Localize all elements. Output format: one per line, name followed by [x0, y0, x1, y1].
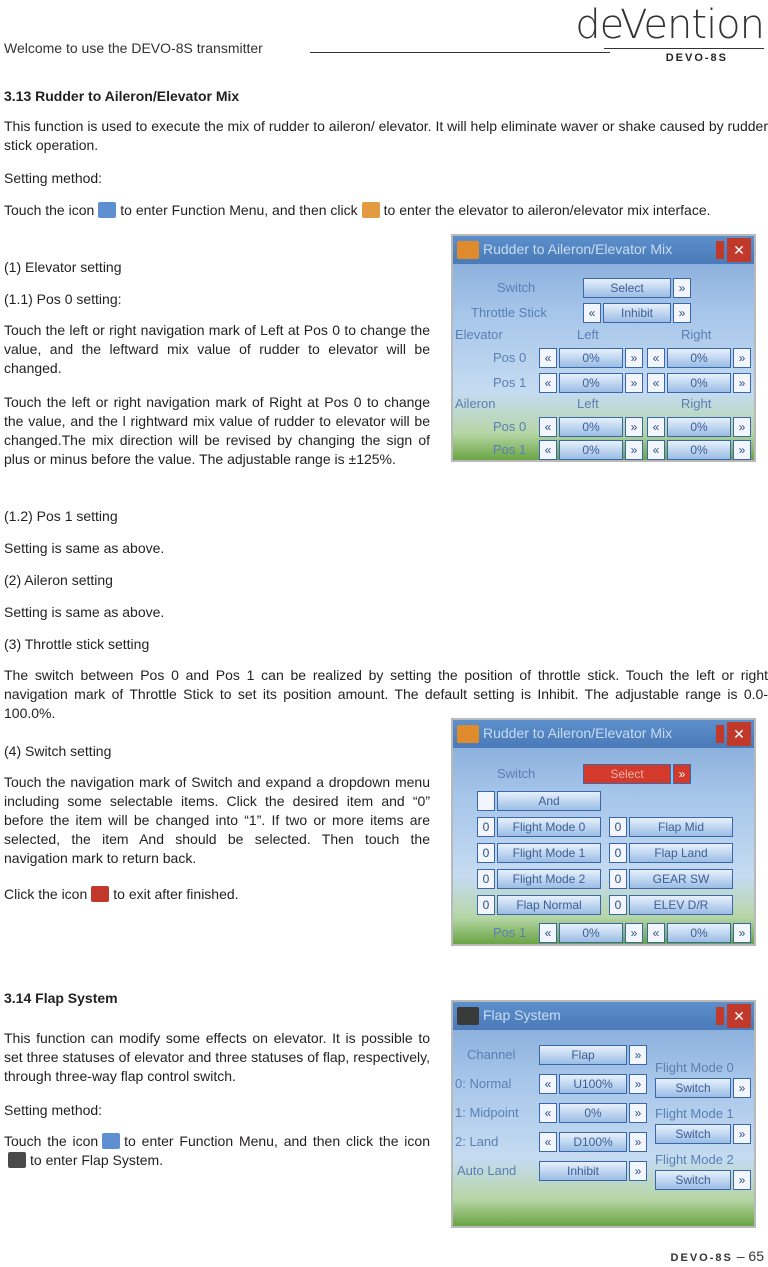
aileron-pos0-label: Pos 0 — [493, 419, 527, 434]
option-flight-mode-0[interactable]: Flight Mode 0 — [497, 817, 601, 837]
page-number: 65 — [748, 1248, 764, 1264]
land-prev-arrow[interactable]: « — [539, 1132, 557, 1152]
exit-text-a: Click the icon — [4, 886, 88, 902]
logo-rule — [604, 48, 764, 49]
and-flag[interactable] — [477, 791, 495, 811]
fm0-switch-arrow[interactable]: » — [733, 1078, 751, 1098]
function-menu-icon — [98, 202, 116, 218]
pos1-right-prev[interactable]: « — [647, 923, 665, 943]
ail-pos0-left-prev[interactable]: « — [539, 417, 557, 437]
pos1-left-value[interactable]: 0% — [559, 373, 623, 393]
throttle-stick-text: The switch between Pos 0 and Pos 1 can be realized by setting the position of throttle stick. Touch the left or right navigation mark of Throttle Stick to set its position amount. The default setting is Inhibit. The adjustable range is 0.0-100.0%. — [4, 667, 768, 721]
pos1-right-prev[interactable]: « — [647, 373, 665, 393]
pos1-setting-heading: (1.2) Pos 1 setting — [4, 508, 118, 524]
pos1-label: Pos 1 — [493, 925, 527, 940]
ail-pos1-right-next[interactable]: » — [733, 440, 751, 460]
normal-value[interactable]: U100% — [559, 1074, 627, 1094]
logo-model: DEVO-8S — [665, 52, 728, 64]
pos1-left-next[interactable]: » — [625, 373, 643, 393]
pos1-right-value[interactable]: 0% — [667, 923, 731, 943]
land-value[interactable]: D100% — [559, 1132, 627, 1152]
same-as-above-2: Setting is same as above. — [4, 604, 165, 620]
land-next-arrow[interactable]: » — [629, 1132, 647, 1152]
devention-logo — [575, 2, 764, 68]
auto-land-label: Auto Land — [457, 1163, 517, 1178]
pos0-setting-heading: (1.1) Pos 0 setting: — [4, 291, 122, 307]
aileron-pos1-label: Pos 1 — [493, 442, 527, 457]
fm2-switch-arrow[interactable]: » — [733, 1170, 751, 1190]
normal-label: 0: Normal — [455, 1076, 512, 1091]
logo-brand: deVention — [575, 2, 764, 48]
flap-touch-instruction — [4, 1132, 430, 1170]
option-flight-mode-1[interactable]: Flight Mode 1 — [497, 843, 601, 863]
option-flag[interactable]: 0 — [609, 869, 627, 889]
option-flap-land[interactable]: Flap Land — [629, 843, 733, 863]
pos1-left-value[interactable]: 0% — [559, 923, 623, 943]
ail-pos0-right-prev[interactable]: « — [647, 417, 665, 437]
section-intro: This function is used to execute the mix of rudder to aileron/ elevator. It will help eliminate waver or shake caused by rudder stick operation. — [4, 118, 768, 153]
flap-icon — [457, 1007, 479, 1025]
ail-pos1-right-prev[interactable]: « — [647, 440, 665, 460]
midpoint-value[interactable]: 0% — [559, 1103, 627, 1123]
switch-next-arrow[interactable]: » — [673, 278, 691, 298]
option-elev-dr[interactable]: ELEV D/R — [629, 895, 733, 915]
ail-pos0-left-value[interactable]: 0% — [559, 417, 623, 437]
screen-title: Rudder to Aileron/Elevator Mix — [483, 725, 673, 741]
switch-select-button[interactable]: Select — [583, 764, 671, 784]
pos1-right-value[interactable]: 0% — [667, 373, 731, 393]
throttle-next-arrow[interactable]: » — [673, 303, 691, 323]
fm0-switch-button[interactable]: Switch — [655, 1078, 731, 1098]
pos1-right-next[interactable]: » — [733, 923, 751, 943]
ail-pos0-left-next[interactable]: » — [625, 417, 643, 437]
header-rule — [310, 52, 610, 53]
exit-instruction — [4, 885, 239, 904]
option-flag[interactable]: 0 — [477, 817, 495, 837]
pos0-right-value[interactable]: 0% — [667, 348, 731, 368]
option-flap-normal[interactable]: Flap Normal — [497, 895, 601, 915]
flap-touch-text-a: Touch the icon — [4, 1133, 99, 1149]
battery-icon — [716, 1007, 724, 1025]
battery-icon — [716, 241, 724, 259]
mix-icon — [457, 725, 479, 743]
pos0-left-next[interactable]: » — [625, 348, 643, 368]
pos1-right-next[interactable]: » — [733, 373, 751, 393]
fm1-switch-button[interactable]: Switch — [655, 1124, 731, 1144]
exit-text-b: to exit after finished. — [113, 886, 239, 902]
pos1-label: Pos 1 — [493, 375, 527, 390]
mix-icon — [457, 241, 479, 259]
ail-pos1-left-prev[interactable]: « — [539, 440, 557, 460]
function-menu-icon — [102, 1133, 120, 1149]
flap-icon — [8, 1152, 26, 1168]
ail-pos1-left-value[interactable]: 0% — [559, 440, 623, 460]
flight-mode-1-label: Flight Mode 1 — [655, 1106, 734, 1121]
fm2-switch-button[interactable]: Switch — [655, 1170, 731, 1190]
flight-mode-2-label: Flight Mode 2 — [655, 1152, 734, 1167]
throttle-stick-label: Throttle Stick — [471, 305, 547, 320]
switch-setting-heading: (4) Switch setting — [4, 743, 112, 759]
elevator-setting-heading: (1) Elevator setting — [4, 259, 122, 275]
flap-touch-text-b: to enter Function Menu, and then click the icon — [124, 1133, 430, 1149]
aileron-setting-heading: (2) Aileron setting — [4, 572, 113, 588]
flight-mode-0-label: Flight Mode 0 — [655, 1060, 734, 1075]
midpoint-label: 1: Midpoint — [455, 1105, 519, 1120]
throttle-prev-arrow[interactable]: « — [583, 303, 601, 323]
ail-pos1-right-value[interactable]: 0% — [667, 440, 731, 460]
auto-land-next-arrow[interactable]: » — [629, 1161, 647, 1181]
ail-pos0-right-next[interactable]: » — [733, 417, 751, 437]
battery-icon — [716, 725, 724, 743]
pos0-right-next[interactable]: » — [733, 348, 751, 368]
option-flag[interactable]: 0 — [477, 843, 495, 863]
exit-icon[interactable]: ✕ — [727, 1004, 751, 1028]
switch-label: Switch — [497, 280, 536, 295]
switch-select-button[interactable]: Select — [583, 278, 671, 298]
land-label: 2: Land — [455, 1134, 499, 1149]
channel-label: Channel — [467, 1047, 516, 1062]
channel-value-button[interactable]: Flap — [539, 1045, 627, 1065]
fm1-switch-arrow[interactable]: » — [733, 1124, 751, 1144]
aileron-label: Aileron — [455, 396, 496, 411]
pos1-left-prev[interactable]: « — [539, 923, 557, 943]
and-option[interactable]: And — [497, 791, 601, 811]
flap-setting-method: Setting method: — [4, 1102, 103, 1118]
screenshot-rudder-mix — [451, 234, 756, 462]
throttle-value-button[interactable]: Inhibit — [603, 303, 671, 323]
switch-setting-text: Touch the navigation mark of Switch and expand a dropdown menu including some selectable items. Click the desired item and “0” before the item will be changed into “1”. If two or more items are selected, the item And should be selected. Then touch the navigation mark to return back. — [4, 774, 430, 866]
option-flag[interactable]: 0 — [609, 817, 627, 837]
switch-collapse-arrow[interactable]: » — [673, 764, 691, 784]
pos0-left-text: Touch the left or right navigation mark of Left at Pos 0 to change the value, and the leftward mix value of rudder to elevator will be changed. — [4, 322, 430, 376]
ail-pos1-left-next[interactable]: » — [625, 440, 643, 460]
pos0-right-text: Touch the left or right navigation mark of Right at Pos 0 to change the value, and the l rightward mix value of rudder to elevator will be changed.The mix direction will be revised by changing the sign of plus or minus before the value. The adjustable range is ±125%. — [4, 394, 430, 467]
switch-label: Switch — [497, 766, 536, 781]
normal-next-arrow[interactable]: » — [629, 1074, 647, 1094]
touch-text-c: to enter the elevator to aileron/elevator mix interface. — [383, 202, 711, 218]
option-flag[interactable]: 0 — [609, 895, 627, 915]
same-as-above-1: Setting is same as above. — [4, 540, 165, 556]
elevator-label: Elevator — [455, 327, 503, 342]
option-flag[interactable]: 0 — [609, 843, 627, 863]
section-heading-3-14: 3.14 Flap System — [4, 990, 118, 1006]
exit-icon[interactable]: ✕ — [727, 238, 751, 262]
throttle-stick-heading: (3) Throttle stick setting — [4, 636, 150, 652]
exit-icon — [91, 886, 109, 902]
header-title: Welcome to use the DEVO-8S transmitter — [4, 40, 263, 56]
midpoint-next-arrow[interactable]: » — [629, 1103, 647, 1123]
pos0-label: Pos 0 — [493, 350, 527, 365]
option-flag[interactable]: 0 — [477, 895, 495, 915]
pos1-left-next[interactable]: » — [625, 923, 643, 943]
midpoint-prev-arrow[interactable]: « — [539, 1103, 557, 1123]
option-gear-sw[interactable]: GEAR SW — [629, 869, 733, 889]
channel-next-arrow[interactable]: » — [629, 1045, 647, 1065]
normal-prev-arrow[interactable]: « — [539, 1074, 557, 1094]
touch-text-b: to enter Function Menu, and then click — [120, 202, 358, 218]
mix-icon — [362, 202, 380, 218]
left-column-label: Left — [577, 327, 599, 342]
right-column-label: Right — [681, 327, 712, 342]
option-flight-mode-2[interactable]: Flight Mode 2 — [497, 869, 601, 889]
screen-title: Rudder to Aileron/Elevator Mix — [483, 241, 673, 257]
exit-icon[interactable]: ✕ — [727, 722, 751, 746]
left-column-label-2: Left — [577, 396, 599, 411]
touch-instruction — [4, 201, 768, 220]
pos1-left-prev[interactable]: « — [539, 373, 557, 393]
auto-land-value[interactable]: Inhibit — [539, 1161, 627, 1181]
flap-touch-text-c: to enter Flap System. — [30, 1152, 164, 1168]
ail-pos0-right-value[interactable]: 0% — [667, 417, 731, 437]
option-flag[interactable]: 0 — [477, 869, 495, 889]
screenshot-flap-system — [451, 1000, 756, 1228]
setting-method-label: Setting method: — [4, 170, 103, 186]
pos0-right-prev[interactable]: « — [647, 348, 665, 368]
option-flap-mid[interactable]: Flap Mid — [629, 817, 733, 837]
flap-intro: This function can modify some effects on elevator. It is possible to set three statuses of elevator and three statuses of flap, respectively, through three-way flap control switch. — [4, 1030, 430, 1084]
screenshot-switch-dropdown — [451, 718, 756, 946]
right-column-label-2: Right — [681, 396, 712, 411]
pos0-left-value[interactable]: 0% — [559, 348, 623, 368]
section-heading-3-13: 3.13 Rudder to Aileron/Elevator Mix — [4, 88, 240, 104]
screen-title: Flap System — [483, 1007, 561, 1023]
touch-text-a: Touch the icon — [4, 202, 95, 218]
footer-model: DEVO-8S — [670, 1252, 733, 1264]
pos0-left-prev[interactable]: « — [539, 348, 557, 368]
page-footer: DEVO-8S – 65 — [670, 1248, 764, 1264]
